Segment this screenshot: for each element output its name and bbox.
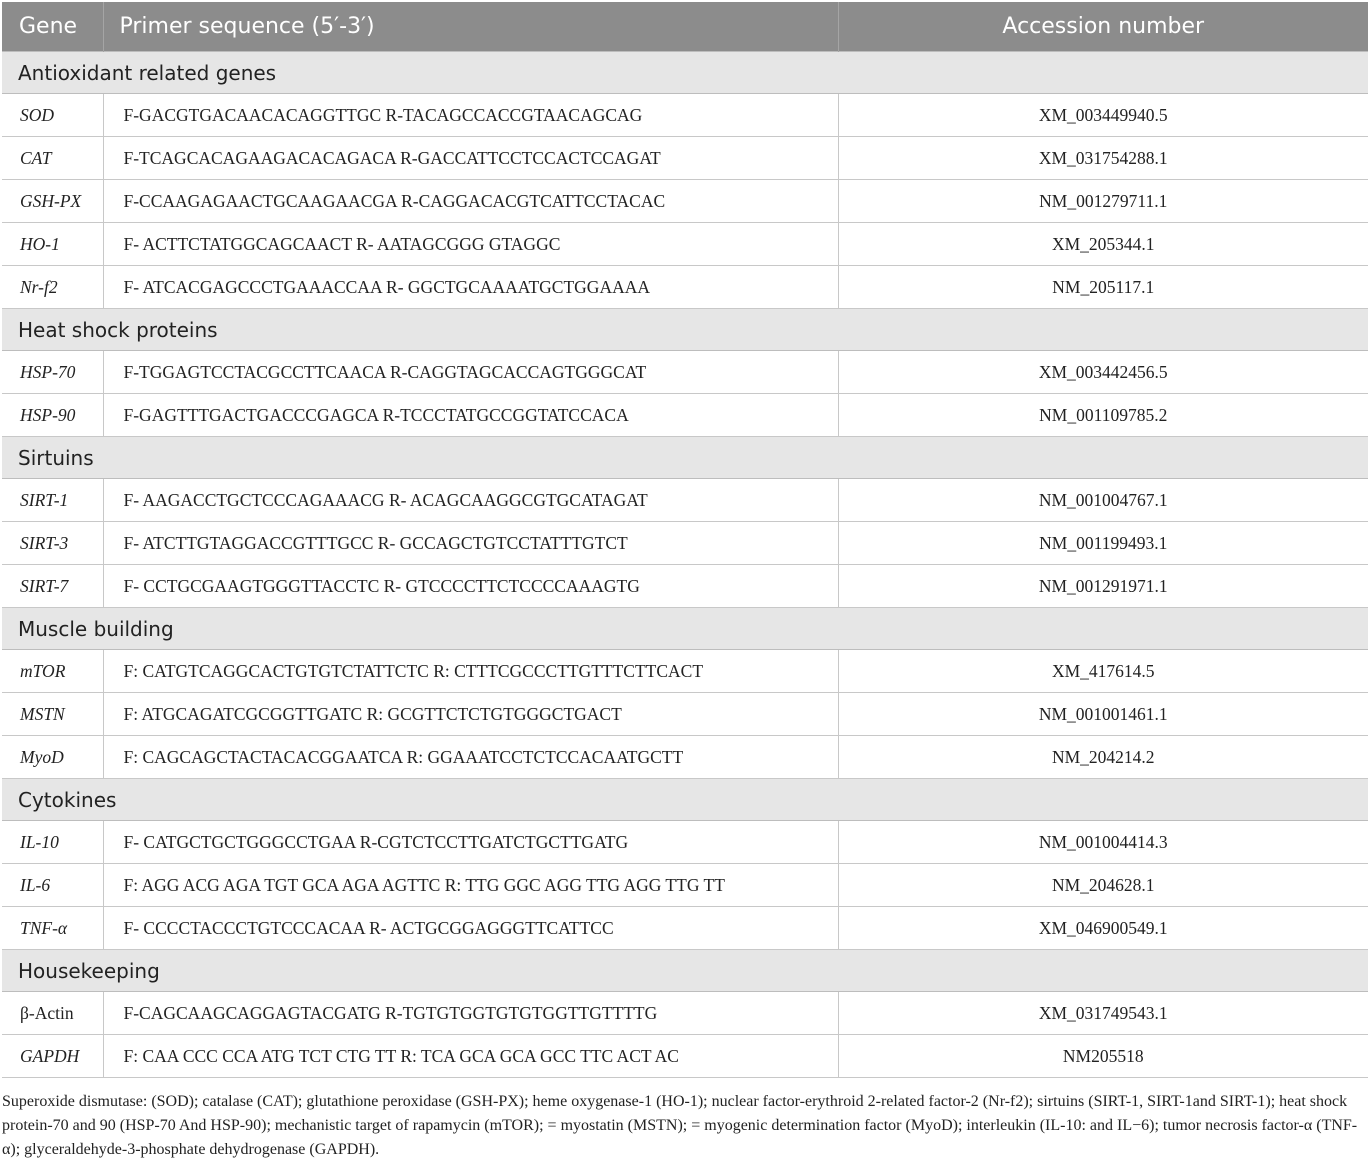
gene-cell: SIRT-7 [2,565,103,608]
section-row [2,52,1368,94]
gene-cell: IL-6 [2,864,103,907]
primer-sequence-cell: F: ATGCAGATCGCGGTTGATC R: GCGTTCTCTGTGGGCTGACT [103,693,838,736]
primer-table-wrapper [2,2,1368,1078]
gene-cell: IL-10 [2,821,103,864]
table-footnote: Superoxide dismutase: (SOD); catalase (CAT); glutathione peroxidase (GSH-PX); heme oxygenase-1 (HO-1); nuclear factor-erythroid 2-related factor-2 (Nr-f2); sirtuins (SIRT-1, SIRT-1and SIRT-1); heat shock protein-70 and 90 (HSP-70 And HSP-90); mechanistic target of rapamycin (mTOR); = myostatin (MSTN); = myogenic determination factor (MyoD); interleukin (IL-10: and IL−6); tumor necrosis factor-α (TNF-α); glyceraldehyde-3-phosphate dehydrogenase (GAPDH). [2,1093,1358,1158]
primer-sequence-cell: F- ATCACGAGCCCTGAAACCAA R- GGCTGCAAAATGCTGGAAAA [103,266,838,309]
table-header [2,2,1368,52]
table-row [2,864,1368,907]
primer-sequence-cell: F-TCAGCACAGAAGACACAGACA R-GACCATTCCTCCACTCCAGAT [103,137,838,180]
section-title: Heat shock proteins [2,309,1368,351]
gene-cell: MSTN [2,693,103,736]
table-row [2,180,1368,223]
primer-sequence-cell: F: CAGCAGCTACTACACGGAATCA R: GGAAATCCTCTCCACAATGCTT [103,736,838,779]
accession-number-cell: NM_001279711.1 [838,180,1368,223]
accession-number-cell: XM_031754288.1 [838,137,1368,180]
primer-sequence-cell: F- ATCTTGTAGGACCGTTTGCC R- GCCAGCTGTCCTATTTGTCT [103,522,838,565]
table-row [2,479,1368,522]
accession-number-cell: NM_001001461.1 [838,693,1368,736]
accession-number-cell: XM_046900549.1 [838,907,1368,950]
gene-cell: HSP-90 [2,394,103,437]
primer-sequence-cell: F-GACGTGACAACACAGGTTGC R-TACAGCCACCGTAACAGCAG [103,94,838,137]
table-row [2,907,1368,950]
accession-number-cell: XM_417614.5 [838,650,1368,693]
section-title: Antioxidant related genes [2,52,1368,94]
primer-sequence-cell: F- CATGCTGCTGGGCCTGAA R-CGTCTCCTTGATCTGCTTGATG [103,821,838,864]
table-row [2,223,1368,266]
accession-number-cell: XM_031749543.1 [838,992,1368,1035]
primer-sequence-cell: F: CAA CCC CCA ATG TCT CTG TT R: TCA GCA GCA GCC TTC ACT AC [103,1035,838,1078]
gene-cell: MyoD [2,736,103,779]
gene-cell: CAT [2,137,103,180]
primer-table [2,2,1368,1078]
primer-sequence-cell: F- CCCCTACCCTGTCCCACAA R- ACTGCGGAGGGTTCATTCC [103,907,838,950]
accession-number-cell: XM_003449940.5 [838,94,1368,137]
section-title: Sirtuins [2,437,1368,479]
primer-sequence-cell: F: AGG ACG AGA TGT GCA AGA AGTTC R: TTG GGC AGG TTG AGG TTG TT [103,864,838,907]
gene-cell: GAPDH [2,1035,103,1078]
primer-sequence-cell: F-TGGAGTCCTACGCCTTCAACA R-CAGGTAGCACCAGTGGGCAT [103,351,838,394]
primer-sequence-cell: F- CCTGCGAAGTGGGTTACCTC R- GTCCCCTTCTCCCCAAAGTG [103,565,838,608]
table-body [2,52,1368,1078]
gene-cell: HSP-70 [2,351,103,394]
primer-sequence-cell: F: CATGTCAGGCACTGTGTCTATTCTC R: CTTTCGCCCTTGTTTCTTCACT [103,650,838,693]
gene-cell: SIRT-3 [2,522,103,565]
accession-number-cell: XM_205344.1 [838,223,1368,266]
section-row [2,779,1368,821]
header-row [2,2,1368,52]
table-row [2,266,1368,309]
table-row [2,351,1368,394]
table-row [2,736,1368,779]
header-gene: Gene [2,2,103,52]
accession-number-cell: NM_204214.2 [838,736,1368,779]
section-row [2,309,1368,351]
accession-number-cell: NM_001199493.1 [838,522,1368,565]
accession-number-cell: NM_205117.1 [838,266,1368,309]
section-row [2,608,1368,650]
primer-sequence-cell: F- AAGACCTGCTCCCAGAAACG R- ACAGCAAGGCGTGCATAGAT [103,479,838,522]
gene-cell: β-Actin [2,992,103,1035]
accession-number-cell: XM_003442456.5 [838,351,1368,394]
gene-cell: TNF-α [2,907,103,950]
table-row [2,94,1368,137]
gene-cell: mTOR [2,650,103,693]
primer-sequence-cell: F-GAGTTTGACTGACCCGAGCA R-TCCCTATGCCGGTATCCACA [103,394,838,437]
section-title: Cytokines [2,779,1368,821]
table-row [2,992,1368,1035]
section-row [2,950,1368,992]
gene-cell: SIRT-1 [2,479,103,522]
table-row [2,565,1368,608]
table-row [2,137,1368,180]
gene-cell: HO-1 [2,223,103,266]
table-row [2,394,1368,437]
gene-cell: Nr-f2 [2,266,103,309]
gene-cell: GSH-PX [2,180,103,223]
header-accession-number: Accession number [838,2,1368,52]
table-row [2,650,1368,693]
section-title: Muscle building [2,608,1368,650]
section-row [2,437,1368,479]
accession-number-cell: NM205518 [838,1035,1368,1078]
table-row [2,693,1368,736]
accession-number-cell: NM_001109785.2 [838,394,1368,437]
accession-number-cell: NM_204628.1 [838,864,1368,907]
accession-number-cell: NM_001004414.3 [838,821,1368,864]
primer-sequence-cell: F-CCAAGAGAACTGCAAGAACGA R-CAGGACACGTCATTCCTACAC [103,180,838,223]
table-row [2,821,1368,864]
primer-sequence-cell: F-CAGCAAGCAGGAGTACGATG R-TGTGTGGTGTGTGGTTGTTTTG [103,992,838,1035]
section-title: Housekeeping [2,950,1368,992]
header-primer-sequence: Primer sequence (5′-3′) [103,2,838,52]
table-row [2,1035,1368,1078]
gene-cell: SOD [2,94,103,137]
table-row [2,522,1368,565]
primer-sequence-cell: F- ACTTCTATGGCAGCAACT R- AATAGCGGG GTAGGC [103,223,838,266]
accession-number-cell: NM_001291971.1 [838,565,1368,608]
accession-number-cell: NM_001004767.1 [838,479,1368,522]
